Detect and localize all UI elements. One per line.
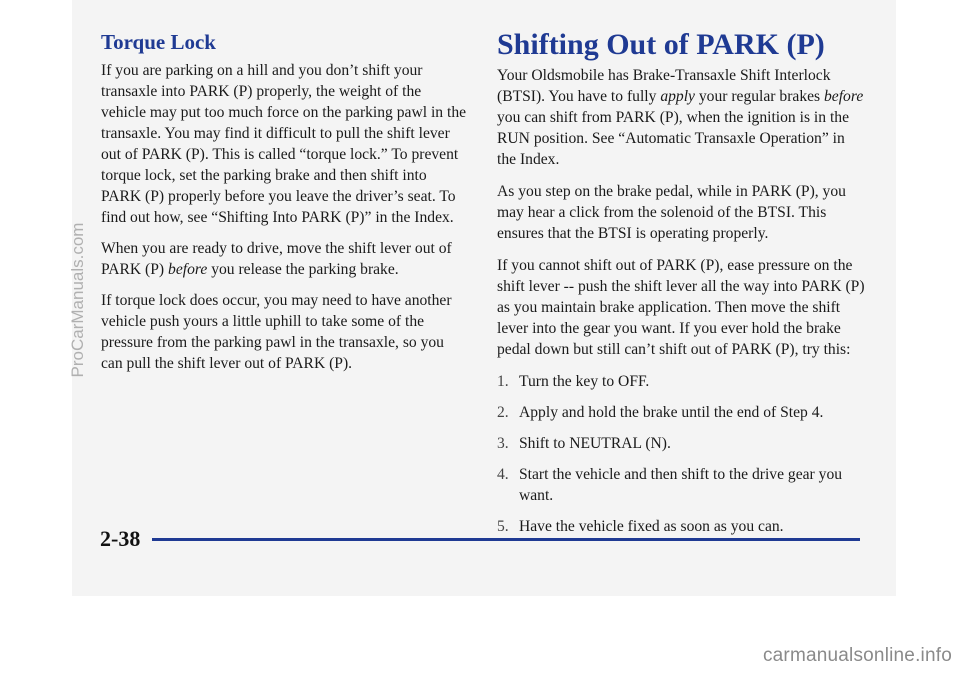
step-text: Start the vehicle and then shift to the drive gear you want.: [519, 466, 843, 504]
footer-rule: [152, 538, 860, 541]
section-heading-torque-lock: Torque Lock: [101, 30, 216, 54]
vertical-watermark: ProCarManuals.com: [68, 222, 87, 378]
paragraph: If torque lock does occur, you may need to have another vehicle push yours a little uphill to take some of the pressure from the parking pawl in the transaxle, so you can pull the shift lever out of PARK (P).: [101, 292, 452, 372]
paragraph: [497, 65, 867, 170]
section-heading-shifting-out-of-park: Shifting Out of PARK (P): [497, 28, 825, 61]
page-number: 2-38: [100, 526, 141, 551]
paragraph: [101, 238, 469, 280]
list-item: [497, 433, 867, 454]
paragraph: If you are parking on a hill and you don’t shift your transaxle into PARK (P) properly, the weight of the vehicle may put too much force on the parking pawl in the transaxle. You may find it difficult to pull the shift lever out of PARK (P). This is called “torque lock.” To prevent torque lock, set the parking brake and then shift into PARK (P) properly before you leave the driver’s seat. To find out how, see “Shifting Into PARK (P)” in the Index.: [101, 62, 467, 226]
text-run: you release the parking brake.: [207, 261, 399, 278]
step-text: Shift to NEUTRAL (N).: [519, 435, 671, 452]
emphasis: apply: [660, 88, 695, 105]
list-item: [497, 516, 867, 537]
text-run: your regular brakes: [694, 88, 824, 105]
text-run: you can shift from PARK (P), when the ignition is in the RUN position. See “Automatic Transaxle Operation” in the Index.: [497, 109, 849, 168]
step-text: Turn the key to OFF.: [519, 373, 650, 390]
text-run: Your Oldsmobile has Brake-Transaxle Shift Interlock (BTSI). You have to fully: [497, 67, 831, 105]
step-number: 5.: [497, 518, 509, 535]
site-watermark: carmanualsonline.info: [762, 645, 952, 666]
list-item: [497, 371, 867, 392]
step-number: 1.: [497, 373, 509, 390]
step-text: Have the vehicle fixed as soon as you can.: [519, 518, 784, 535]
emphasis: before: [824, 88, 864, 105]
right-column: [497, 65, 867, 547]
step-text: Apply and hold the brake until the end of Step 4.: [519, 404, 824, 421]
list-item: [497, 464, 867, 506]
steps-list: [497, 371, 867, 537]
paragraph: If you cannot shift out of PARK (P), ease pressure on the shift lever -- push the shift lever all the way into PARK (P) as you maintain brake application. Then move the shift lever into the gear you want. If you ever hold the brake pedal down but still can’t shift out of PARK (P), try this:: [497, 257, 865, 358]
emphasis: before: [168, 261, 208, 278]
step-number: 3.: [497, 435, 509, 452]
text-run: When you are ready to drive, move the shift lever out of PARK (P): [101, 240, 452, 278]
step-number: 2.: [497, 404, 509, 421]
step-number: 4.: [497, 466, 509, 483]
paragraph: As you step on the brake pedal, while in PARK (P), you may hear a click from the solenoid of the BTSI. This ensures that the BTSI is operating properly.: [497, 183, 846, 242]
list-item: [497, 402, 867, 423]
left-column: [101, 60, 469, 384]
